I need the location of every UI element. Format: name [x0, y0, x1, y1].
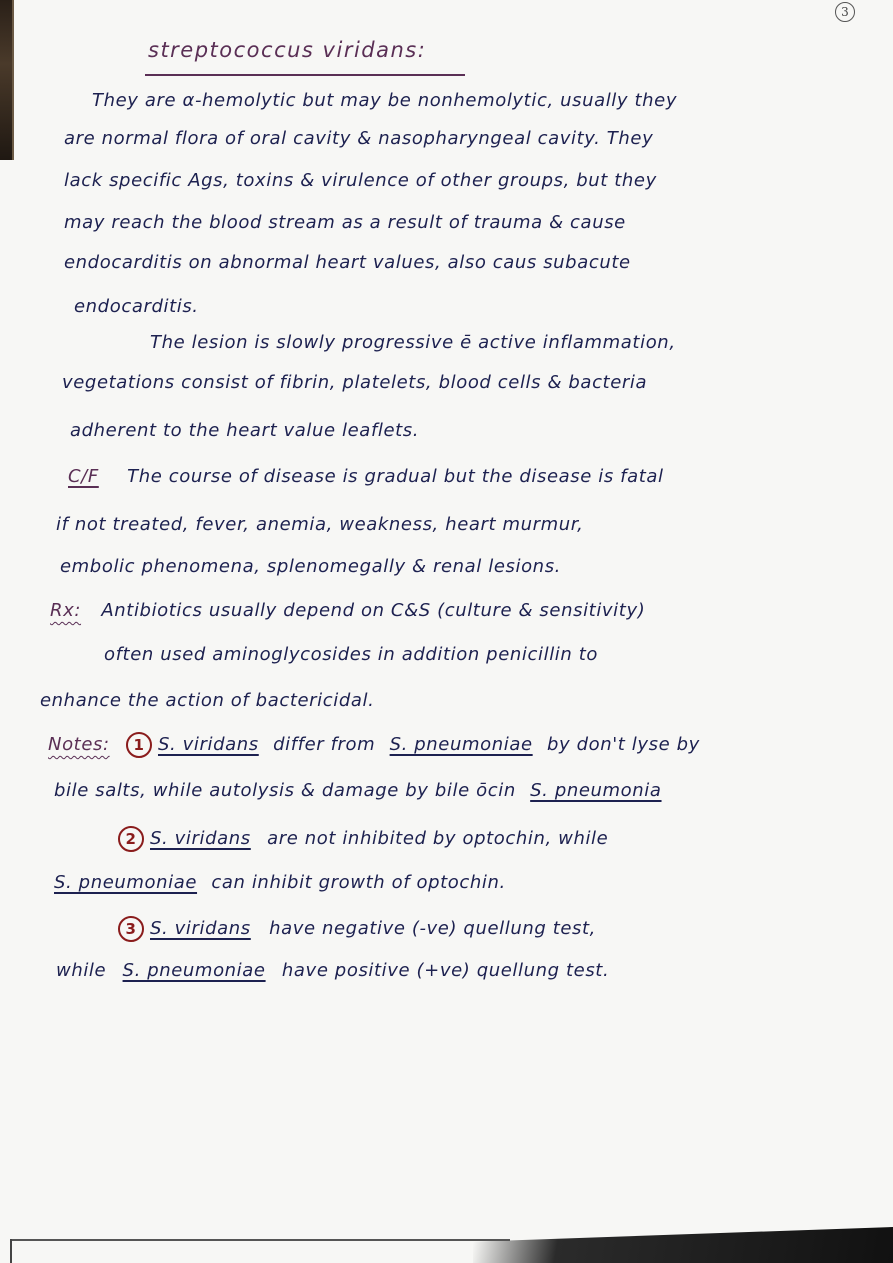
organism-name: S. pneumoniae	[389, 734, 533, 755]
rx-row	[50, 600, 645, 621]
note-1-row	[48, 732, 700, 758]
fabric-background	[0, 0, 12, 160]
note-3-row	[118, 916, 596, 942]
text-fragment: by don't lyse by	[546, 734, 700, 755]
text-fragment: Antibiotics usually depend on C&S (culture & sensitivity)	[101, 600, 646, 621]
text-fragment: have positive (+ve) quellung test.	[281, 960, 610, 981]
dark-shadow	[473, 1227, 893, 1263]
text-line: often used aminoglycosides in addition penicillin to	[104, 644, 598, 665]
text-fragment: differ from	[273, 734, 376, 755]
text-fragment: The course of disease is gradual but the disease is fatal	[127, 466, 664, 487]
text-line: vegetations consist of fibrin, platelets, blood cells & bacteria	[62, 372, 648, 393]
text-line: are normal flora of oral cavity & nasopharyngeal cavity. They	[64, 128, 654, 149]
text-fragment: can inhibit growth of optochin.	[211, 872, 506, 893]
title-underline	[145, 74, 465, 76]
note-number-2: 2	[118, 826, 144, 852]
organism-name: S. viridans	[150, 828, 251, 849]
rx-label: Rx:	[50, 600, 82, 621]
cf-row	[68, 466, 664, 487]
text-line: if not treated, fever, anemia, weakness, heart murmur,	[56, 514, 584, 535]
text-line: embolic phenomena, splenomegally & renal lesions.	[60, 556, 561, 577]
organism-name: S. pneumonia	[530, 780, 662, 801]
text-line	[54, 872, 506, 893]
notes-label: Notes:	[48, 734, 110, 755]
text-fragment: are not inhibited by optochin, while	[267, 828, 609, 849]
text-line: adherent to the heart value leaflets.	[70, 420, 420, 441]
page-title: streptococcus viridans:	[148, 38, 427, 62]
page-number: 3	[835, 2, 855, 22]
text-line: They are α-hemolytic but may be nonhemolytic, usually they	[92, 90, 678, 111]
note-number-3: 3	[118, 916, 144, 942]
text-fragment: have negative (-ve) quellung test,	[269, 918, 596, 939]
text-line: endocarditis.	[74, 296, 199, 317]
text-fragment: while	[56, 960, 107, 981]
text-line: endocarditis on abnormal heart values, also caus subacute	[64, 252, 631, 273]
organism-name: S. pneumoniae	[54, 872, 198, 893]
text-line	[56, 960, 609, 981]
text-line	[54, 780, 662, 801]
organism-name: S. viridans	[157, 734, 259, 755]
organism-name: S. viridans	[150, 918, 251, 939]
page-left-edge	[10, 1239, 12, 1263]
note-number-1: 1	[126, 732, 152, 758]
text-line: lack specific Ags, toxins & virulence of other groups, but they	[64, 170, 657, 191]
text-line: may reach the blood stream as a result of trauma & cause	[64, 212, 626, 233]
note-2-row	[118, 826, 608, 852]
page-bottom-edge	[10, 1239, 510, 1241]
text-line: enhance the action of bactericidal.	[40, 690, 375, 711]
text-fragment: bile salts, while autolysis & damage by bile ōcin	[54, 780, 516, 801]
text-line: The lesion is slowly progressive ē active inflammation,	[150, 332, 676, 353]
cf-label: C/F	[68, 466, 99, 487]
organism-name: S. pneumoniae	[122, 960, 266, 981]
